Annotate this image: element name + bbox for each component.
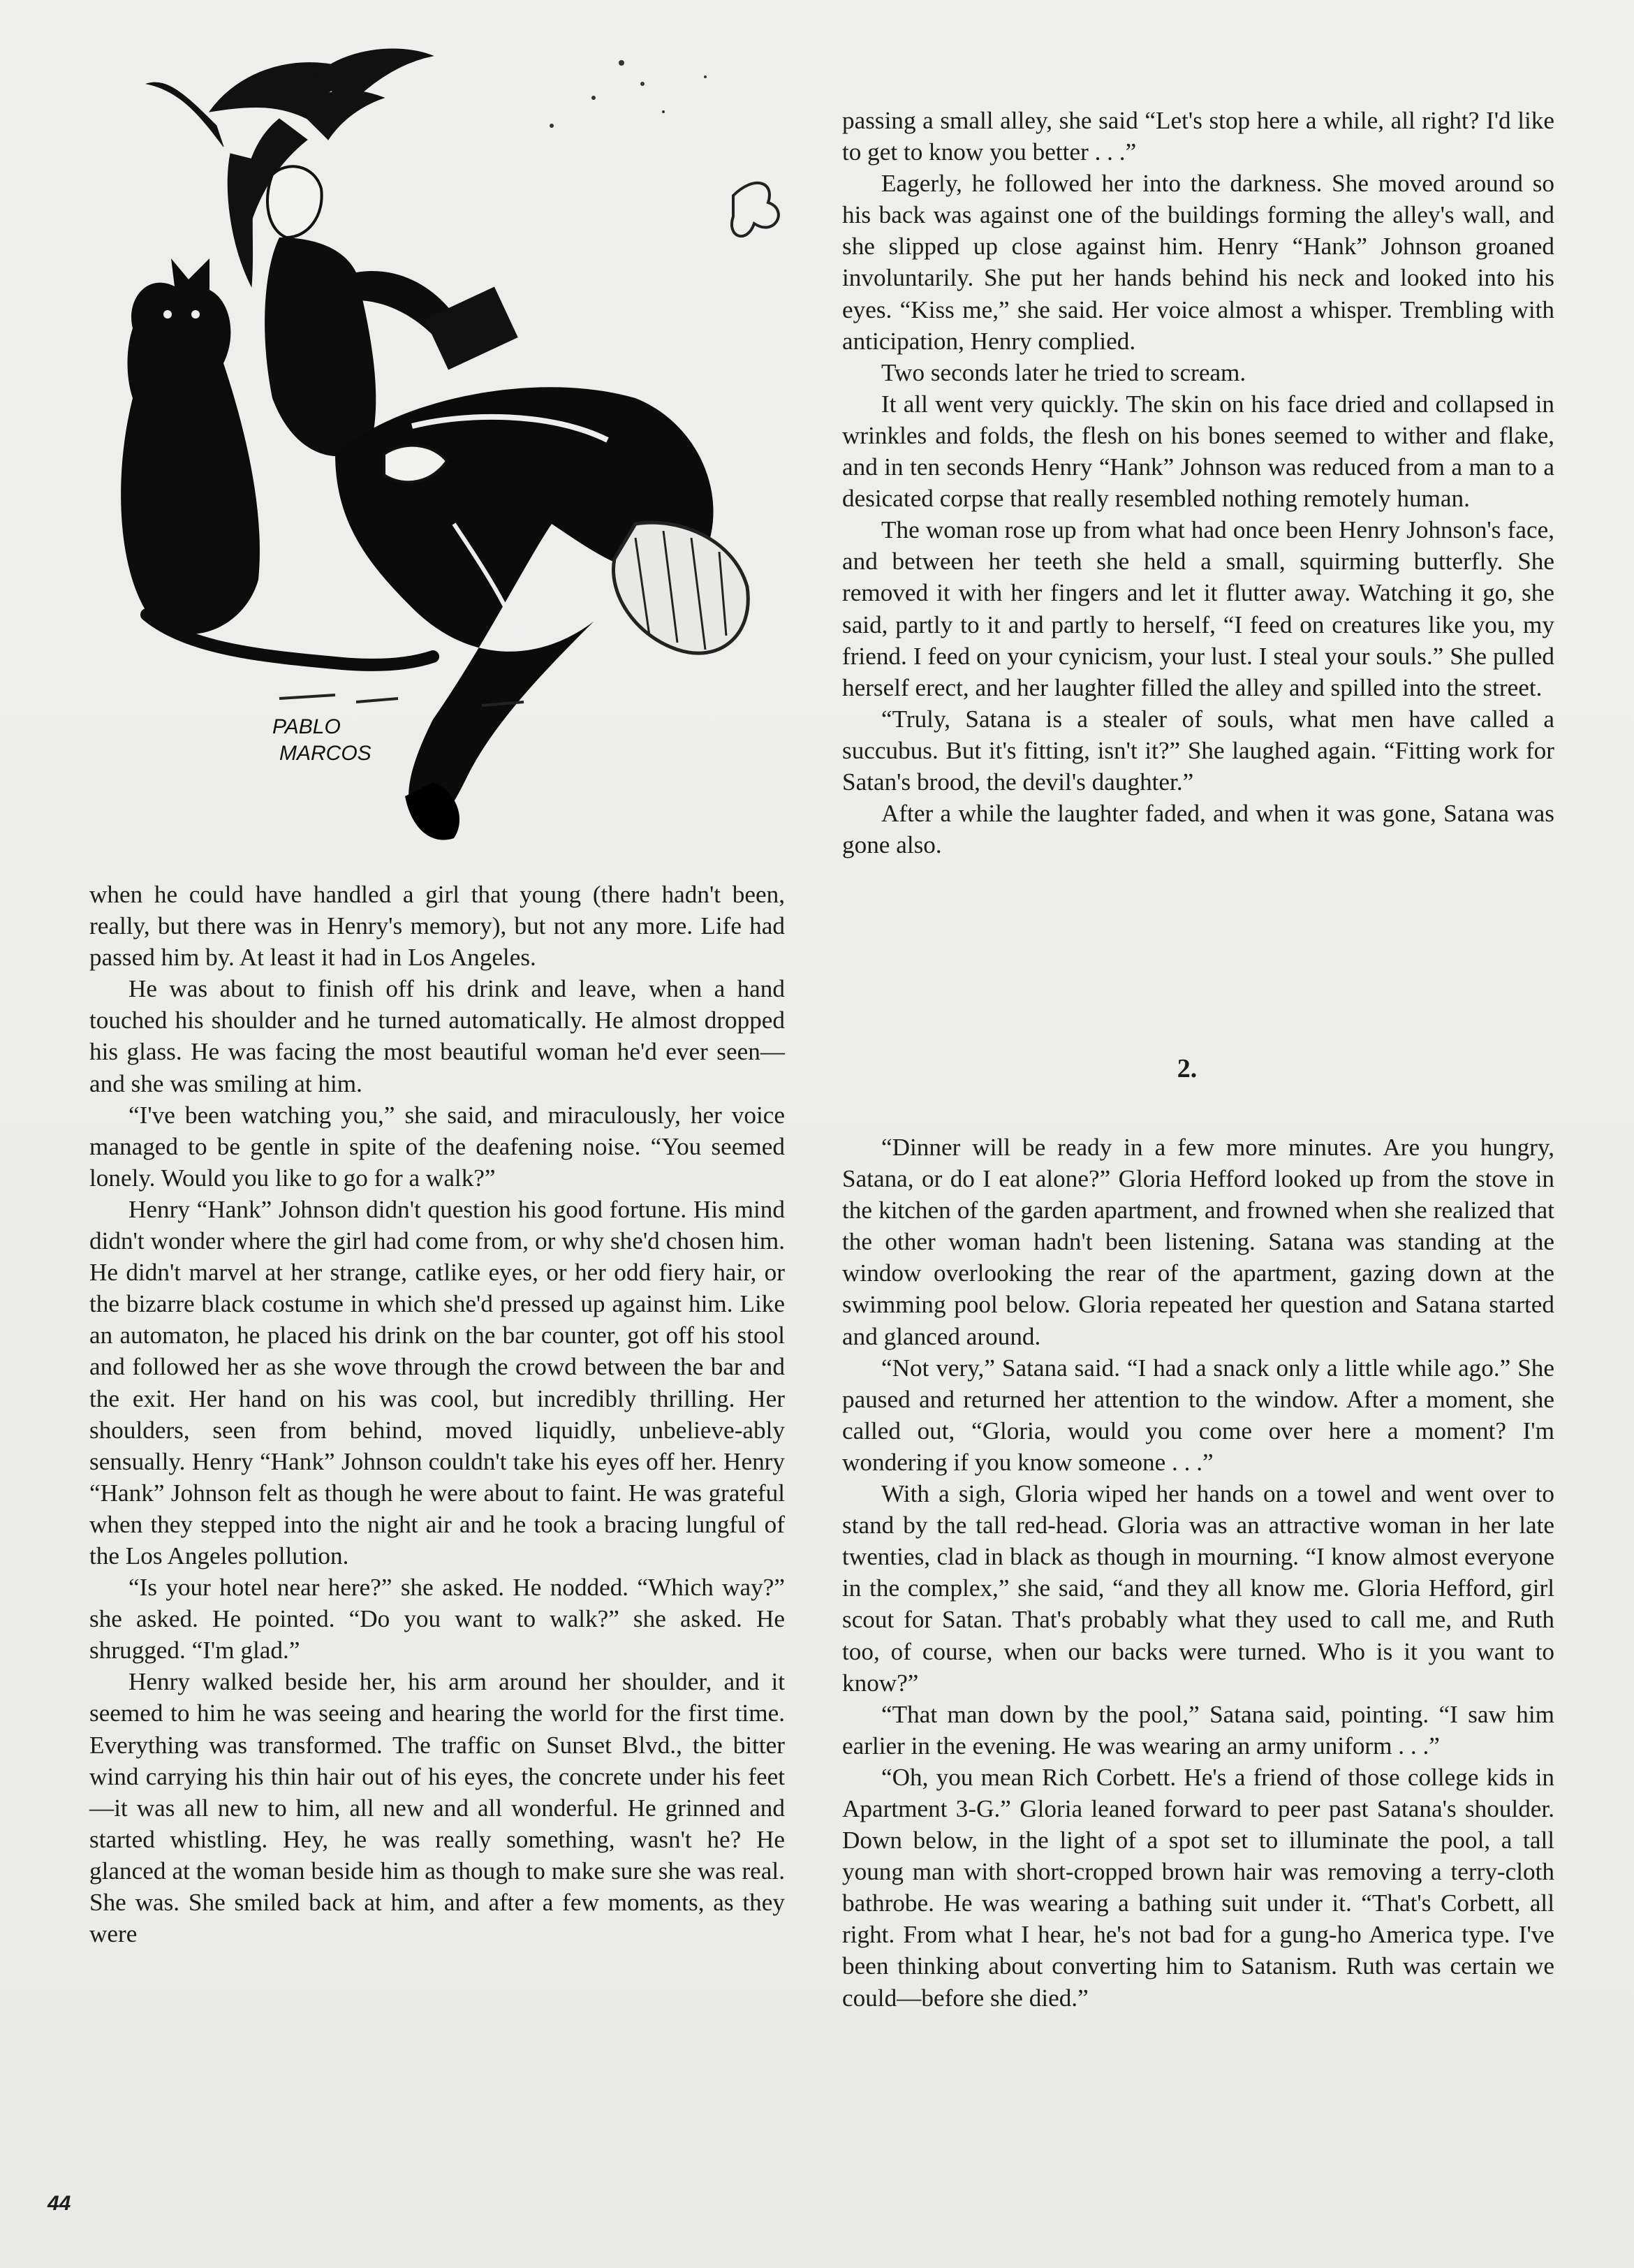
paragraph: “Dinner will be ready in a few more minutes. Are you hungry, Satana, or do I eat alone?” Gloria Hefford looked up from the stove in the kitchen of the garden apartment, and frowned when she realized that the other woman hadn't been listening. Satana was standing at the window overlooking the rear of the apartment, gazing down at the swimming pool below. Gloria repeated her question and Satana started and glanced around.	[842, 1134, 1554, 1350]
paragraph: “That man down by the pool,” Satana said, pointing. “I saw him earlier in the evening. He was wearing an army uniform . . .”	[842, 1700, 1554, 1759]
paragraph: Henry “Hank” Johnson didn't question his good fortune. His mind didn't wonder where the girl had come from, or why she'd chosen him. He didn't marvel at her strange, catlike eyes, or her odd fiery hair, or the bizarre black costume in which she'd pressed up against him. Like an automaton, he placed his drink on the bar counter, got off his stool and followed her as she wove through the crowd between the bar and the exit. Her hand on his was cool, but incredibly thrilling. Her shoulders, seen from behind, moved liquidly, unbelieve-ably sensually. Henry “Hank” Johnson couldn't take his eyes off her. Henry “Hank” Johnson felt as though he were about to faint. He was grateful when they stepped into the night air and he took a bracing lungful of the Los Angeles pollution.	[89, 1195, 785, 1570]
paragraph: After a while the laughter faded, and when it was gone, Satana was gone also.	[842, 800, 1554, 859]
page-number: 44	[47, 2192, 71, 2215]
paragraph: Two seconds later he tried to scream.	[881, 358, 1246, 386]
left-column	[89, 879, 785, 1949]
section-number: 2.	[1177, 1054, 1198, 1083]
artist-signature-line2: MARCOS	[279, 742, 371, 765]
artist-signature-line1: PABLO	[272, 715, 341, 738]
paragraph: He was about to finish off his drink and leave, when a hand touched his shoulder and he turned automatically. He almost dropped his glass. He was facing the most beautiful woman he'd ever seen—and she was smiling at him.	[89, 975, 785, 1097]
paragraph: With a sigh, Gloria wiped her hands on a towel and went over to stand by the tall red-head. Gloria was an attractive woman in her late twenties, clad in black as though in mourning. “I know almost everyone in the complex,” she said, “and they all know me. Gloria Hefford, girl scout for Satan. That's probably what they used to call me, and Ruth too, of course, when our backs were turned. Who is it you want to know?”	[842, 1480, 1554, 1697]
paragraph: passing a small alley, she said “Let's stop here a while, all right? I'd like to get to know you better . . .”	[842, 107, 1554, 166]
right-column-top	[842, 105, 1554, 861]
paragraph: “Not very,” Satana said. “I had a snack only a little while ago.” She paused and returned her attention to the window. After a moment, she called out, “Gloria, would you come over here a moment? I'm wondering if you know someone . . .”	[842, 1354, 1554, 1476]
paragraph: “Is your hotel near here?” she asked. He nodded. “Which way?” she asked. He pointed. “Do you want to walk?” she asked. He shrugged. “I'm glad.”	[89, 1574, 785, 1665]
paragraph: Henry walked beside her, his arm around her shoulder, and it seemed to him he was seeing and hearing the world for the first time. Everything was transformed. The traffic on Sunset Blvd., the bitter wind carrying his thin hair out of his eyes, the concrete under his feet—it was all new to him, all new and all wonderful. He grinned and started whistling. Hey, he was really something, wasn't he? He glanced at the woman beside him as though to make sure she was real. She was. She smiled back at him, and after a few moments, as they were	[89, 1668, 785, 1948]
satana-illustration	[105, 35, 810, 873]
paragraph: when he could have handled a girl that young (there hadn't been, really, but there was in Henry's memory), but not any more. Life had passed him by. At least it had in Los Angeles.	[89, 881, 785, 972]
paragraph: “Oh, you mean Rich Corbett. He's a friend of those college kids in Apartment 3-G.” Gloria leaned forward to peer past Satana's shoulder. Down below, in the light of a spot set to illuminate the pool, a tall young man with short-cropped brown hair was removing a terry-cloth bathrobe. He was wearing a bathing suit under it. “That's Corbett, all right. From what I hear, he's not bad for a gung-ho America type. I've been thinking about converting him to Satanism. Ruth was certain we could—before she died.”	[842, 1763, 1554, 2012]
paragraph: “I've been watching you,” she said, and miraculously, her voice managed to be gentle in spite of the deafening noise. “You seemed lonely. Would you like to go for a walk?”	[89, 1101, 785, 1192]
paragraph: It all went very quickly. The skin on his face dried and collapsed in wrinkles and folds, the flesh on his bones seemed to wither and flake, and in ten seconds Henry “Hank” Johnson was reduced from a man to a desicated corpse that really resembled nothing remotely human.	[842, 390, 1554, 513]
paragraph: The woman rose up from what had once been Henry Johnson's face, and between her teeth she held a small, squirming butterfly. She removed it with her fingers and let it flutter away. Watching it go, she said, partly to it and partly to herself, “I feed on creatures like you, my friend. I feed on your cynicism, your lust. I steal your souls.” She pulled herself erect, and her laughter filled the alley and spilled into the street.	[842, 516, 1554, 701]
paragraph: “Truly, Satana is a stealer of souls, what men have called a succubus. But it's fitting, isn't it?” She laughed again. “Fitting work for Satan's brood, the devil's daughter.”	[842, 705, 1554, 796]
paragraph: Eagerly, he followed her into the darkness. She moved around so his back was against one of the buildings forming the alley's wall, and she slipped up close against him. Henry “Hank” Johnson groaned involuntarily. She put her hands behind his neck and looked into his eyes. “Kiss me,” she said. Her voice almost a whisper. Trembling with anticipation, Henry complied.	[842, 170, 1554, 355]
right-column-bottom	[842, 1132, 1554, 2014]
